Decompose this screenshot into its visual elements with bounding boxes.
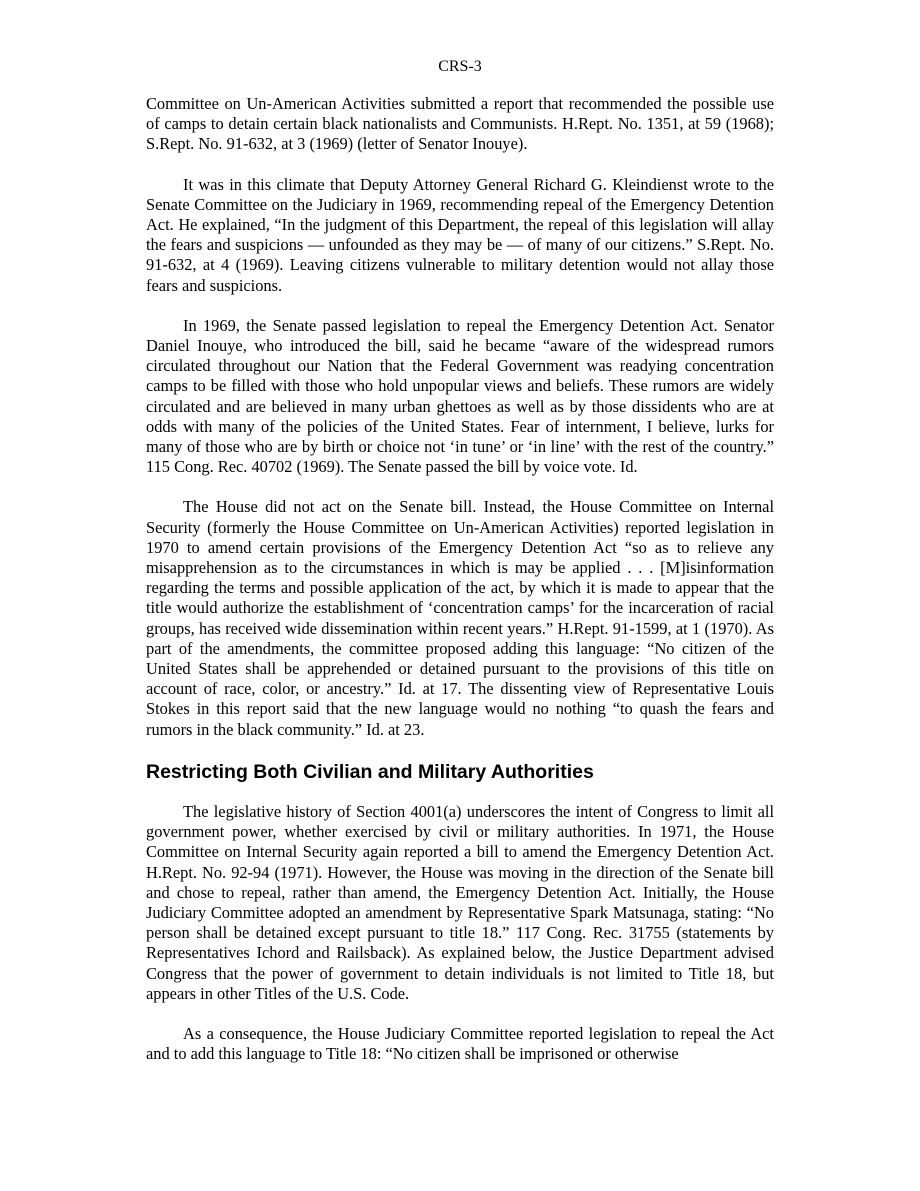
paragraph-kleindienst: It was in this climate that Deputy Attorney General Richard G. Kleindienst wrote to the Senate Committee on the Judiciary in 1969, recommending repeal of the Emergency Detention Act. He explained, “In the judgment of this Department, the repeal of this legislation will allay the fears and suspicions — unfounded as they may be — of many of our citizens.” S.Rept. No. 91-632, at 4 (1969). Leaving citizens vulnerable to military detention would not allay those fears and suspicions. (146, 174, 774, 295)
paragraph-consequence: As a consequence, the House Judiciary Committee reported legislation to repeal the Act and to add this language to Title 18: “No citizen shall be imprisoned or otherwise (146, 1023, 774, 1064)
page-number: CRS-3 (438, 58, 482, 75)
document-body (146, 94, 774, 1084)
paragraph-house-1970: The House did not act on the Senate bill. Instead, the House Committee on Internal Security (formerly the House Committee on Un-American Activities) reported legislation in 1970 to amend certain provisions of the Emergency Detention Act “so as to relieve any misapprehension as to the circumstances in which is may be applied . . . [M]isinformation regarding the terms and possible application of the act, by which it is made to appear that the title would authorize the establishment of ‘concentration camps’ for the incarceration of racial groups, has received wide dissemination within recent years.” H.Rept. 91-1599, at 1 (1970). As part of the amendments, the committee proposed adding this language: “No citizen of the United States shall be apprehended or detained pursuant to the provisions of this title on account of race, color, or ancestry.” Id. at 17. The dissenting view of Representative Louis Stokes in this report said that the new language would no nothing “to quash the fears and rumors in the black community.” Id. at 23. (146, 497, 774, 739)
paragraph-senate-1969: In 1969, the Senate passed legislation to repeal the Emergency Detention Act. Senator Daniel Inouye, who introduced the bill, said he became “aware of the widespread rumors circulated throughout our Nation that the Federal Government was readying concentration camps to be filled with those who hold unpopular views and beliefs. These rumors are widely circulated and are believed in many urban ghettoes as well as by those dissidents who are at odds with many of the policies of the United States. Fear of internment, I believe, lurks for many of those who are by birth or choice not ‘in tune’ or ‘in line’ with the rest of the country.” 115 Cong. Rec. 40702 (1969). The Senate passed the bill by voice vote. Id. (146, 315, 774, 477)
paragraph-legislative-history: The legislative history of Section 4001(a) underscores the intent of Congress to limit all government power, whether exercised by civil or military authorities. In 1971, the House Committee on Internal Security again reported a bill to amend the Emergency Detention Act. H.Rept. No. 92-94 (1971). However, the House was moving in the direction of the Senate bill and chose to repeal, rather than amend, the Emergency Detention Act. Initially, the House Judiciary Committee adopted an amendment by Representative Spark Matsunaga, stating: “No person shall be detained except pursuant to title 18.” 117 Cong. Rec. 31755 (statements by Representatives Ichord and Railsback). As explained below, the Justice Department advised Congress that the power of government to detain individuals is not limited to Title 18, but appears in other Titles of the U.S. Code. (146, 801, 774, 1003)
section-heading: Restricting Both Civilian and Military Authorities (146, 760, 594, 783)
paragraph-continued: Committee on Un-American Activities submitted a report that recommended the possible use of camps to detain certain black nationalists and Communists. H.Rept. No. 1351, at 59 (1968); S.Rept. No. 91-632, at 3 (1969) (letter of Senator Inouye). (146, 94, 774, 154)
